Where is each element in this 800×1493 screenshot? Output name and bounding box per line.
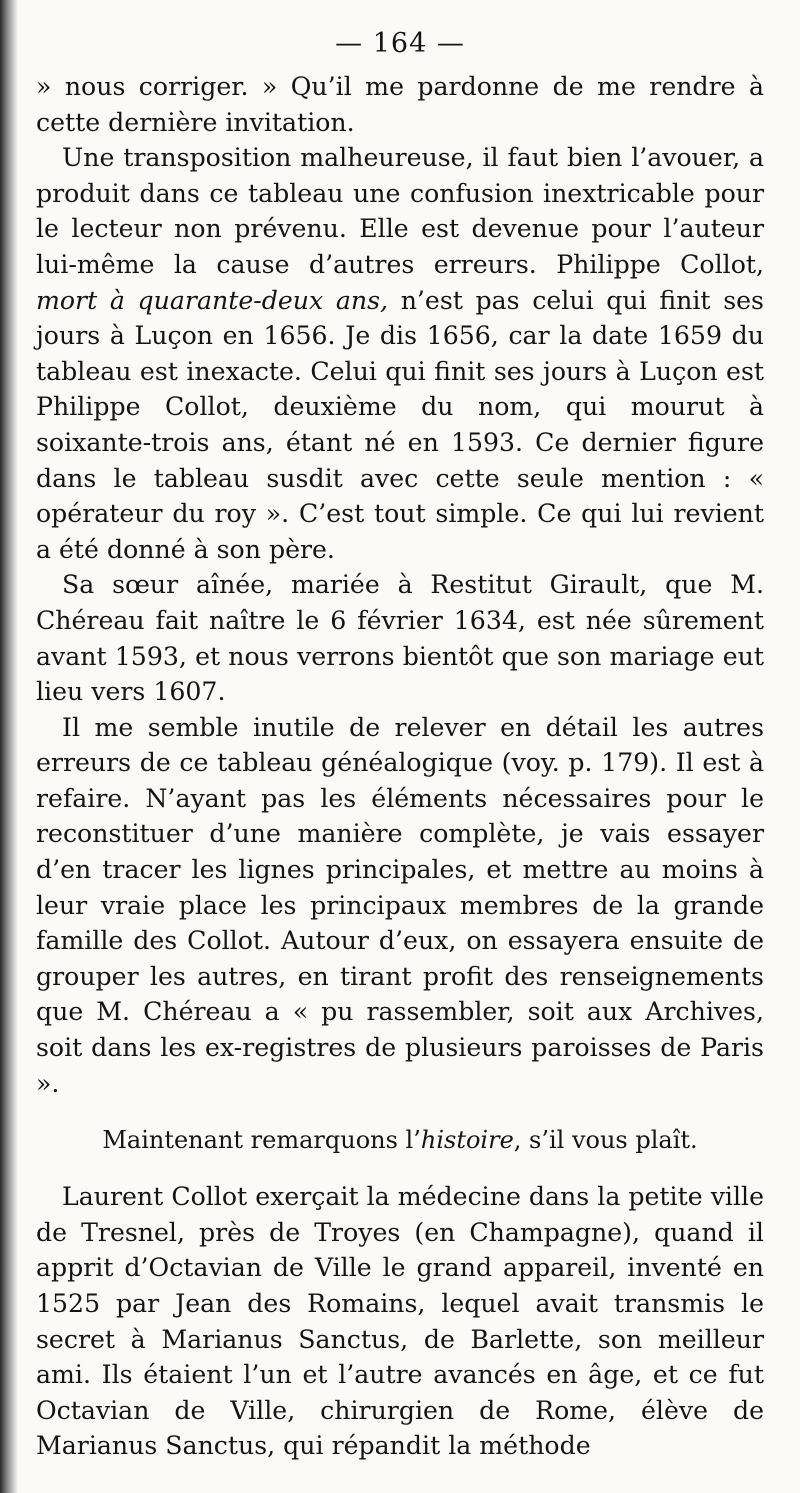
- paragraph-text: » nous corriger. » Qu’il me pardonne de me rendre à cette dernière invitation.: [36, 72, 764, 137]
- page-number: — 164 —: [335, 28, 465, 59]
- section-heading: [36, 1123, 764, 1157]
- paragraph-errors: [36, 710, 764, 1102]
- heading-italic: histoire: [420, 1126, 514, 1155]
- heading-after: , s’il vous plaît.: [513, 1126, 698, 1155]
- paragraph-transposition: [36, 140, 764, 567]
- paragraph-text: Laurent Collot exerçait la médecine dans la petite ville de Tresnel, près de Troyes (en Champagne), quand il apprit d’Octavian de Ville le grand appareil, inventé en 1525 par Jean des Romains, lequel avait transmis le secret à Marianus Sanctus, de Barlette, son meilleur ami. Ils étaient l’un et l’autre avancés en âge, et ce fut Octavian de Ville, chirurgien de Rome, élève de Marianus Sanctus, qui répandit la méthode: [36, 1182, 764, 1461]
- paragraph-sister: [36, 567, 764, 709]
- heading-before: Maintenant remarquons l’: [102, 1126, 421, 1155]
- paragraph-italic-phrase: mort à quarante-deux ans,: [36, 285, 389, 315]
- paragraph-continuation: [36, 69, 764, 140]
- paragraph-text-after: n’est pas celui qui finit ses jours à Luçon en 1656. Je dis 1656, car la date 1659 du tableau est inexacte. Celui qui finit ses jours à Luçon est Philippe Collot, deuxième du nom, qui mourut à soixante-trois ans, étant né en 1593. Ce dernier figure dans le tableau susdit avec cette seule mention : « opérateur du roy ». C’est tout simple. Ce qui lui revient a été donné à son père.: [36, 285, 764, 564]
- paragraph-text: Il me semble inutile de relever en détail les autres erreurs de ce tableau généalogique (voy. p. 179). Il est à refaire. N’ayant pas les éléments nécessaires pour le reconstituer d’une manière complète, je vais essayer d’en tracer les lignes principales, et mettre au moins à leur vraie place les principaux membres de la grande famille des Collot. Autour d’eux, on essayera ensuite de grouper les autres, en tirant profit des renseignements que M. Chéreau a « pu rassembler, soit aux Archives, soit dans les ex-registres de plusieurs paroisses de Paris ».: [36, 712, 764, 1098]
- paragraph-text-before: Une transposition malheureuse, il faut bien l’avouer, a produit dans ce tableau une confusion inextricable pour le lecteur non prévenu. Elle est devenue pour l’auteur lui-même la cause d’autres erreurs. Philippe Collot,: [36, 143, 764, 279]
- paragraph-text: Sa sœur aînée, mariée à Restitut Girault, que M. Chéreau fait naître le 6 février 1634, est née sûrement avant 1593, et nous verrons bientôt que son mariage eut lieu vers 1607.: [36, 570, 764, 707]
- paragraph-laurent-collot: [36, 1179, 764, 1464]
